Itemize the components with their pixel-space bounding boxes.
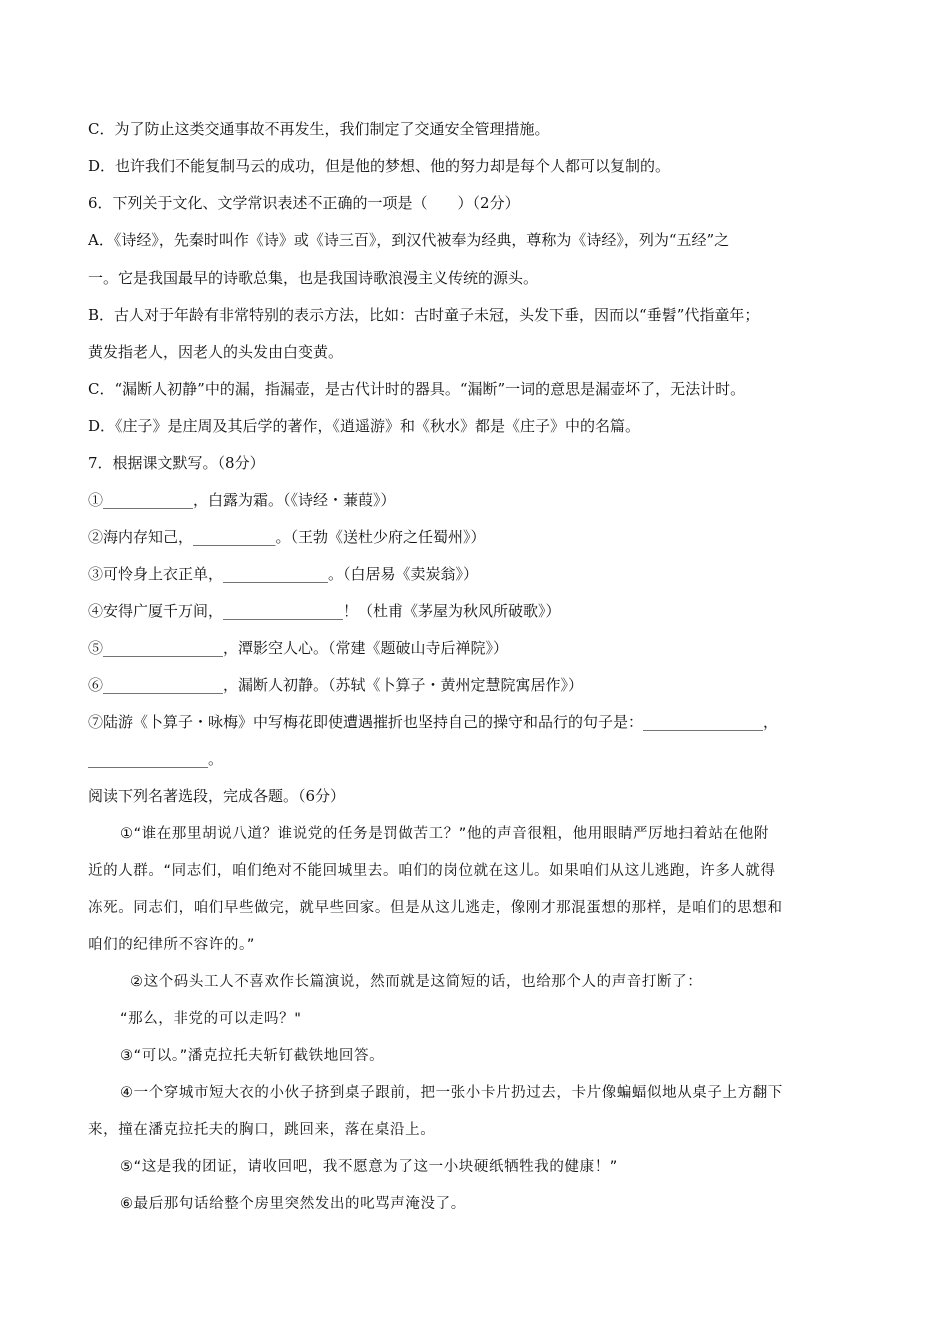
passage-para-4: ④一个穿城市短大衣的小伙子挤到桌子跟前，把一张小卡片扔过去，卡片像蝙蝠似地从桌子上方翻下 [120, 1085, 783, 1101]
passage-para-1-line-4: 咱们的纪律所不容许的。” [88, 937, 255, 953]
passage-para-2-quote: “那么，非党的可以走吗？" [120, 1011, 302, 1027]
passage-para-1-line-3: 冻死。同志们，咱们早些做完，就早些回家。但是从这儿逃走，像刚才那混蛋想的那样，是咱们的思想和 [88, 900, 783, 916]
q7-blank-1: ①____________，白露为霜。（《诗经・蒹葭》） [88, 491, 396, 509]
q7-blank-7: ⑦陆游《卜算子・咏梅》中写梅花即使遭遇摧折也坚持自己的操守和品行的句子是：________________， [88, 713, 779, 731]
reading-stem: 阅读下列名著选段，完成各题。（6分） [88, 787, 346, 805]
q6-option-b: B．古人对于年龄有非常特别的表示方法，比如：古时童子未冠，头发下垂，因而以“垂髫”代指童年； [88, 306, 760, 324]
passage-para-6: ⑥最后那句话给整个房里突然发出的叱骂声淹没了。 [120, 1196, 466, 1212]
q7-blank-4: ④安得广厦千万间，________________！（杜甫《茅屋为秋风所破歌》） [88, 602, 561, 620]
q7-blank-6: ⑥________________，漏断人初静。（苏轼《卜算子・黄州定慧院寓居作》） [88, 676, 584, 694]
q7-stem: 7．根据课文默写。（8分） [88, 454, 265, 472]
q5-option-d: D．也许我们不能复制马云的成功，但是他的梦想、他的努力却是每个人都可以复制的。 [88, 157, 671, 175]
passage-para-4-line-2: 来，撞在潘克拉托夫的胸口，跳回来，落在桌沿上。 [88, 1122, 436, 1138]
q5-option-c: C．为了防止这类交通事故不再发生，我们制定了交通安全管理措施。 [88, 120, 550, 138]
q7-blank-2: ②海内存知己，___________。（王勃《送杜少府之任蜀州》） [88, 528, 486, 546]
q6-option-a: A．《诗经》，先秦时叫作《诗》或《诗三百》，到汉代被奉为经典，尊称为《诗经》，列为“五经”之 [88, 231, 730, 249]
q6-option-d: D．《庄子》是庄周及其后学的著作，《逍遥游》和《秋水》都是《庄子》中的名篇。 [88, 417, 641, 435]
passage-para-2: ②这个码头工人不喜欢作长篇演说，然而就是这简短的话，也给那个人的声音打断了： [130, 974, 703, 990]
passage-para-5: ⑤“这是我的团证，请收回吧，我不愿意为了这一小块硬纸牺牲我的健康！” [120, 1159, 618, 1175]
q6-option-b-cont: 黄发指老人，因老人的头发由白变黄。 [88, 343, 344, 361]
q6-option-c: C．“漏断人初静”中的漏，指漏壶，是古代计时的器具。“漏断”一词的意思是漏壶坏了，无法计时。 [88, 380, 746, 398]
q6-option-a-cont: 一。它是我国最早的诗歌总集，也是我国诗歌浪漫主义传统的源头。 [88, 269, 539, 287]
passage-para-1-line-2: 近的人群。“同志们，咱们绝对不能回城里去。咱们的岗位就在这儿。如果咱们从这儿逃跑，许多人就得 [88, 863, 776, 879]
passage-para-1: ①“谁在那里胡说八道？谁说党的任务是罚做苦工？”他的声音很粗，他用眼睛严厉地扫着站在他附 [120, 826, 769, 842]
q6-stem: 6．下列关于文化、文学常识表述不正确的一项是（ ）（2分） [88, 194, 520, 212]
passage-para-3: ③“可以。”潘克拉托夫斩钉截铁地回答。 [120, 1048, 385, 1064]
q7-blank-5: ⑤________________，潭影空人心。（常建《题破山寺后禅院》） [88, 639, 509, 657]
q7-blank-7-cont: ________________。 [88, 750, 224, 768]
q7-blank-3: ③可怜身上衣正单，______________。（白居易《卖炭翁》） [88, 565, 479, 583]
